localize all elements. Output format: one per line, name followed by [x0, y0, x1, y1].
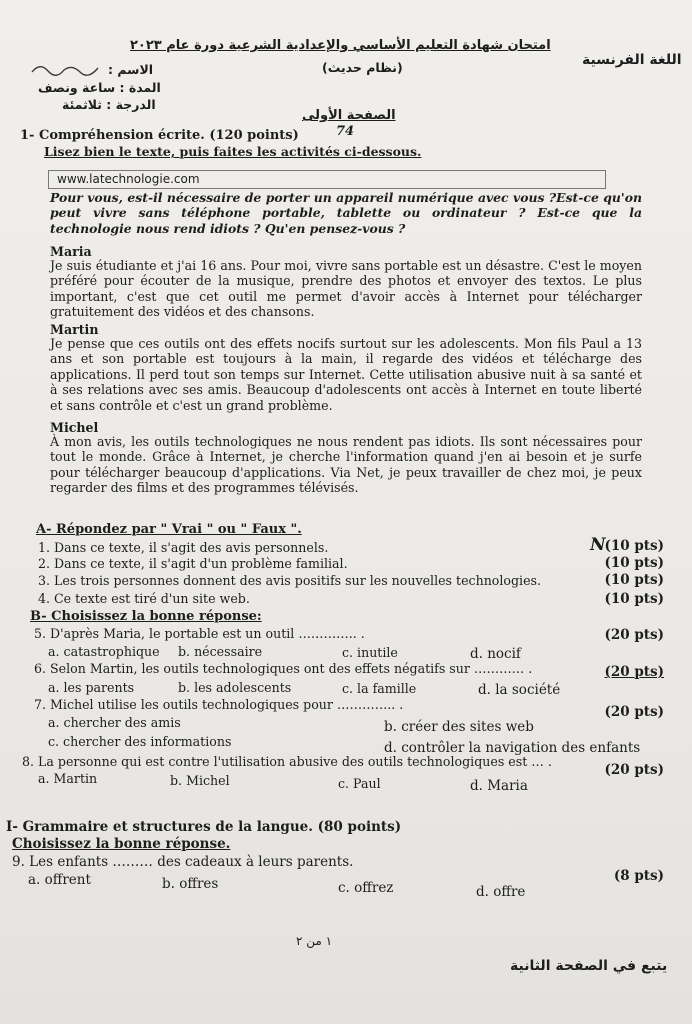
question-2: 2. Dans ce texte, il s'agit d'un problème familial. [38, 556, 348, 571]
speaker-name-maria: Maria [50, 244, 92, 259]
q5-option-a: a. catastrophique [48, 644, 160, 659]
speaker-text-michel: À mon avis, les outils technologiques ne nous rendent pas idiots. Ils sont nécessaires pour tout le monde. Grâce à Internet, je cherche l'information quand j'en ai besoin et je surfe pour télécharger beaucoup d'applications. Via Net, je peux travailler de chez moi, je peux regarder des films et des programmes télévisés. [50, 434, 642, 496]
handwritten-check-mark: N [590, 535, 606, 555]
score-label: الدرجة : ثلاثمئة [62, 97, 156, 112]
q5-option-b: b. nécessaire [178, 644, 263, 659]
name-label: الاسم : [108, 62, 154, 77]
q9-option-a: a. offrent [28, 872, 91, 888]
q9-option-b: b. offres [162, 876, 219, 892]
question-7-points: (20 pts) [604, 704, 664, 720]
q5-option-d: d. nocif [470, 646, 521, 662]
exam-title: امتحان شهادة التعليم الأساسي والإعدادية الشرعية دورة عام ٢٠٢٣ [130, 38, 551, 53]
continue-label: يتبع في الصفحة الثانية [510, 958, 668, 974]
question-6-points: (20 pts) [604, 664, 664, 680]
q7-option-d: d. contrôler la navigation des enfants [384, 740, 641, 756]
q8-option-d: d. Maria [470, 778, 528, 794]
q9-option-d: d. offre [476, 884, 526, 900]
handwritten-page-number: 74 [336, 124, 355, 139]
question-5: 5. D'après Maria, le portable est un outil ………….. . [34, 626, 365, 641]
speaker-text-maria: Je suis étudiante et j'ai 16 ans. Pour moi, vivre sans portable est un désastre. C'est le moyen préféré pour écouter de la musique, prendre des photos et envoyer des textos. Le plus important, c'est que cet outil me permet d'avoir accès à Internet pour télécharger gratuitement des vidéos et des chansons. [50, 258, 642, 320]
question-9: 9. Les enfants ……… des cadeaux à leurs parents. [12, 854, 354, 870]
question-1-points: (10 pts) [604, 538, 664, 554]
speaker-name-michel: Michel [50, 420, 99, 435]
subject-label: اللغة الفرنسية [582, 52, 682, 68]
q6-option-a: a. les parents [48, 680, 135, 695]
section1-title: 1- Compréhension écrite. (120 points) [20, 128, 299, 143]
handwritten-name-scribble [28, 58, 108, 80]
q8-option-a: a. Martin [38, 771, 98, 786]
q7-option-b: b. créer des sites web [384, 719, 534, 735]
q7-option-c: c. chercher des informations [48, 734, 232, 749]
q6-option-c: c. la famille [342, 681, 417, 696]
question-3-points: (10 pts) [604, 572, 664, 588]
q9-option-c: c. offrez [338, 880, 394, 896]
partB-title: B- Choisissez la bonne réponse: [30, 609, 262, 624]
q8-option-c: c. Paul [338, 776, 381, 791]
page-of-label: ١ من ٢ [296, 934, 333, 948]
partA-title: A- Répondez par " Vrai " ou " Faux ". [36, 522, 302, 537]
q6-option-d: d. la société [478, 682, 561, 698]
page-label: الصفحة الأولى [302, 108, 396, 123]
duration-label: المدة : ساعة ونصف [38, 80, 161, 95]
question-3: 3. Les trois personnes donnent des avis positifs sur les nouvelles technologies. [38, 573, 541, 588]
section1-instruction: Lisez bien le texte, puis faites les activités ci-dessous. [44, 144, 422, 159]
q8-option-b: b. Michel [170, 773, 230, 788]
question-5-points: (20 pts) [604, 627, 664, 643]
question-1: 1. Dans ce texte, il s'agit des avis personnels. [38, 540, 329, 555]
question-9-points: (8 pts) [613, 868, 664, 884]
question-6: 6. Selon Martin, les outils technologiques ont des effets négatifs sur ………… . [34, 661, 533, 676]
handwritten-name [28, 58, 108, 80]
q7-option-a: a. chercher des amis [48, 715, 181, 730]
section2-title: I- Grammaire et structures de la langue. (80 points) [6, 819, 402, 835]
speaker-name-martin: Martin [50, 322, 99, 337]
question-4-points: (10 pts) [604, 591, 664, 607]
q6-option-b: b. les adolescents [178, 680, 292, 695]
intro-text: Pour vous, est-il nécessaire de porter un appareil numérique avec vous ?Est-ce qu'on peut vivre sans téléphone portable, tablette ou ordinateur ? Est-ce que la technologie nous rend idiots ? Qu'en pensez-vous ? [50, 190, 642, 236]
system-label: (نظام حديث) [322, 60, 403, 75]
url-box: www.latechnologie.com [48, 170, 606, 189]
speaker-text-martin: Je pense que ces outils ont des effets nocifs surtout sur les adolescents. Mon fils Paul a 13 ans et son portable est toujours à la main, il regarde des vidéos et télécharge des applications. Il perd tout son temps sur Internet. Cette utilisation abusive nuit à sa santé et à ses relations avec ses amis. Beaucoup d'adolescents ont accès à Internet en toute liberté et sans contrôle et c'est un grand problème. [50, 336, 642, 413]
question-2-points: (10 pts) [604, 555, 664, 571]
question-8-points: (20 pts) [604, 762, 664, 778]
question-4: 4. Ce texte est tiré d'un site web. [38, 591, 250, 606]
question-8: 8. La personne qui est contre l'utilisation abusive des outils technologiques est … . [22, 754, 552, 769]
question-7: 7. Michel utilise les outils technologiques pour ………….. . [34, 697, 404, 712]
q5-option-c: c. inutile [342, 645, 398, 660]
section2-instruction: Choisissez la bonne réponse. [12, 836, 231, 852]
